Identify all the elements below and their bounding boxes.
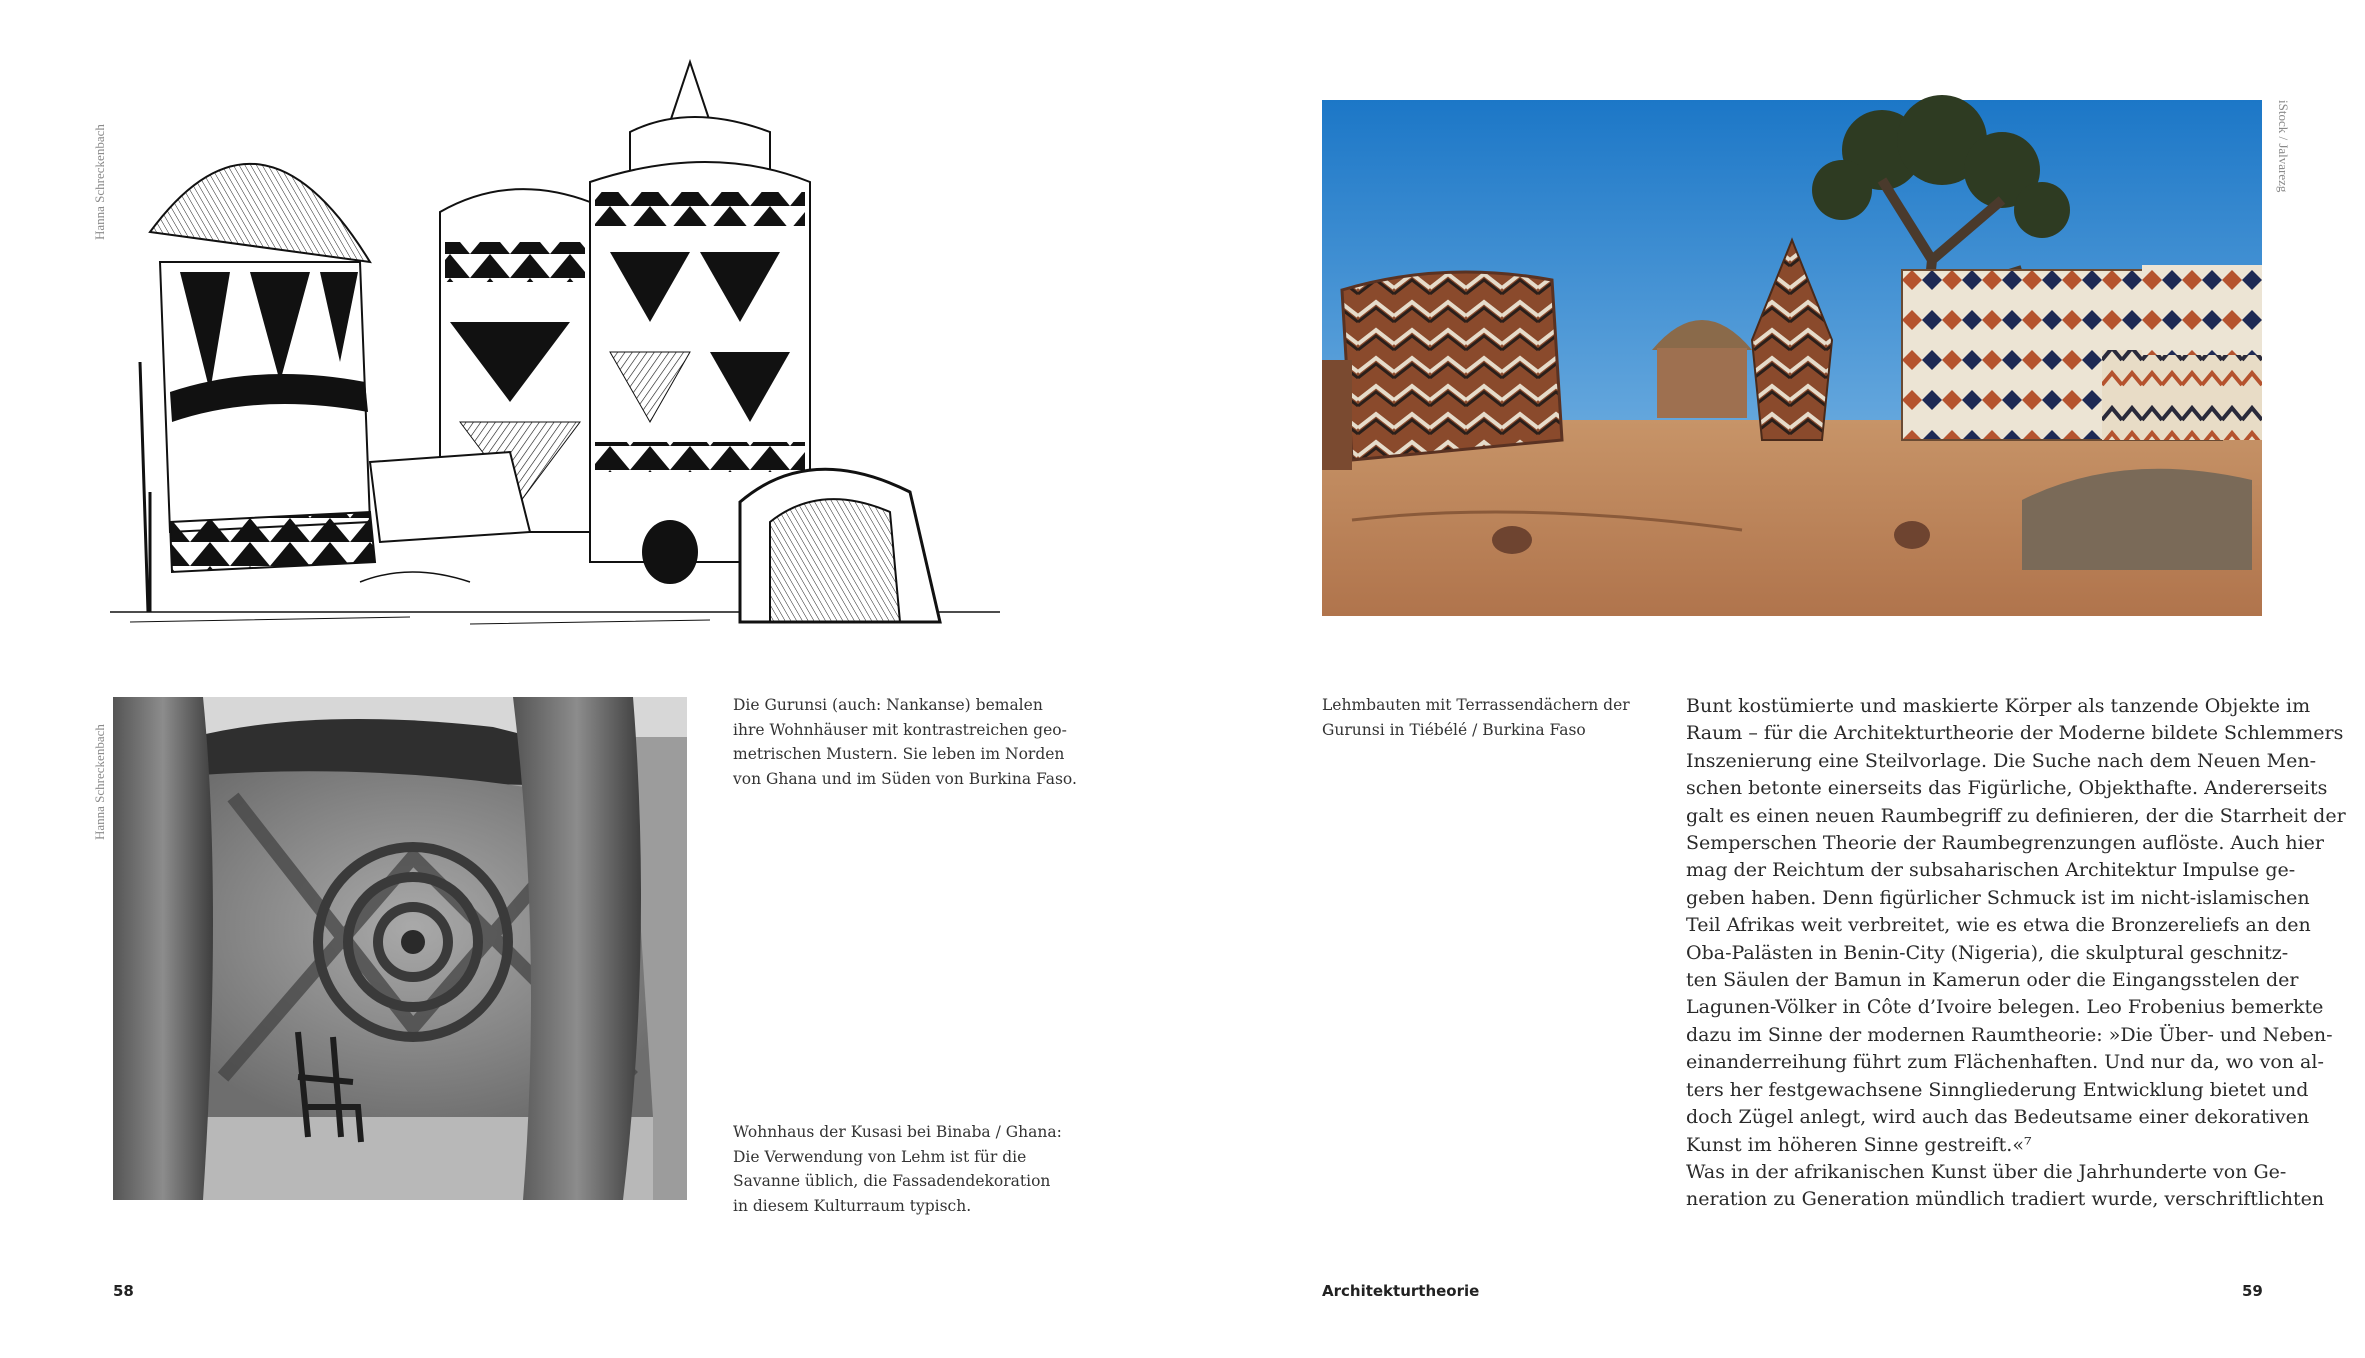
caption-line: in diesem Kulturraum typisch. (733, 1196, 972, 1215)
body-line: Was in der afrikanischen Kunst über die Jahrhunderte von Ge- (1686, 1160, 2287, 1183)
caption-line: Lehmbauten mit Terrassendächern der (1322, 696, 1630, 714)
body-line: dazu im Sinne der modernen Raumtheorie: »Die Über- und Neben- (1686, 1023, 2333, 1046)
body-line: einanderreihung führt zum Flächenhaften. Und nur da, wo von al- (1686, 1051, 2324, 1074)
body-line: Oba-Palästen in Benin-City (Nigeria), die skulptural geschnitz- (1686, 941, 2289, 964)
caption-line: metrischen Mustern. Sie leben im Norden (733, 745, 1065, 763)
body-line: Kunst im höheren Sinne gestreift.«⁷ (1686, 1133, 2032, 1156)
body-line: Semperschen Theorie der Raumbegrenzungen auflöste. Auch hier (1686, 832, 2325, 855)
page-number-right: 59 (2242, 1282, 2263, 1300)
caption-line: Savanne üblich, die Fassadendekoration (733, 1172, 1051, 1190)
tiebele-caption (1322, 693, 1630, 742)
caption-line: Gurunsi in Tiébélé / Burkina Faso (1322, 720, 1586, 739)
body-line: ten Säulen der Bamun in Kamerun oder die Eingangsstelen der (1686, 969, 2299, 992)
sketch-credit: Hanna Schreckenbach (92, 124, 107, 240)
body-line: galt es einen neuen Raumbegriff zu definieren, der die Starrheit der (1686, 804, 2346, 827)
section-title: Architekturtheorie (1322, 1282, 1480, 1300)
caption-line: Die Gurunsi (auch: Nankanse) bemalen (733, 696, 1043, 714)
body-line: Bunt kostümierte und maskierte Körper als tanzende Objekte im (1686, 695, 2311, 717)
caption-line: Wohnhaus der Kusasi bei Binaba / Ghana: (733, 1123, 1062, 1141)
bw-photo-credit: Hanna Schreckenbach (92, 724, 107, 840)
body-line: Lagunen-Völker in Côte d’Ivoire belegen. Leo Frobenius bemerkte (1686, 996, 2324, 1019)
body-line: ters her festgewachsene Sinngliederung Entwicklung bietet und (1686, 1078, 2309, 1101)
color-photo-credit: iStock / Jalvarezg (2276, 100, 2291, 193)
body-line: neration zu Generation mündlich tradiert wurde, verschriftlichten (1686, 1188, 2325, 1211)
body-line: mag der Reichtum der subsaharischen Architektur Impulse ge- (1686, 859, 2296, 882)
caption-line: ihre Wohnhäuser mit kontrastreichen geo- (733, 720, 1067, 739)
tiebele-color-photo (1322, 100, 2262, 616)
body-line: geben haben. Denn figürlicher Schmuck ist im nicht-islamischen (1686, 886, 2310, 909)
gurunsi-sketch-illustration (110, 62, 1000, 662)
body-text (1686, 693, 2346, 1214)
caption-line: Die Verwendung von Lehm ist für die (733, 1147, 1027, 1166)
body-line: Raum – für die Architekturtheorie der Moderne bildete Schlemmers (1686, 722, 2344, 745)
body-line: doch Zügel anlegt, wird auch das Bedeutsame einer dekorativen (1686, 1106, 2310, 1129)
body-line: Teil Afrikas weit verbreitet, wie es etwa die Bronzereliefs an den (1686, 914, 2311, 937)
caption-line: von Ghana und im Süden von Burkina Faso. (733, 769, 1077, 788)
gurunsi-caption (733, 693, 1077, 791)
kusasi-house-photo (113, 697, 687, 1200)
kusasi-caption (733, 1120, 1062, 1218)
page-number-left: 58 (113, 1282, 134, 1300)
body-line: Inszenierung eine Steilvorlage. Die Suche nach dem Neuen Men- (1686, 749, 2317, 772)
body-line: schen betonte einerseits das Figürliche, Objekthafte. Andererseits (1686, 777, 2328, 800)
